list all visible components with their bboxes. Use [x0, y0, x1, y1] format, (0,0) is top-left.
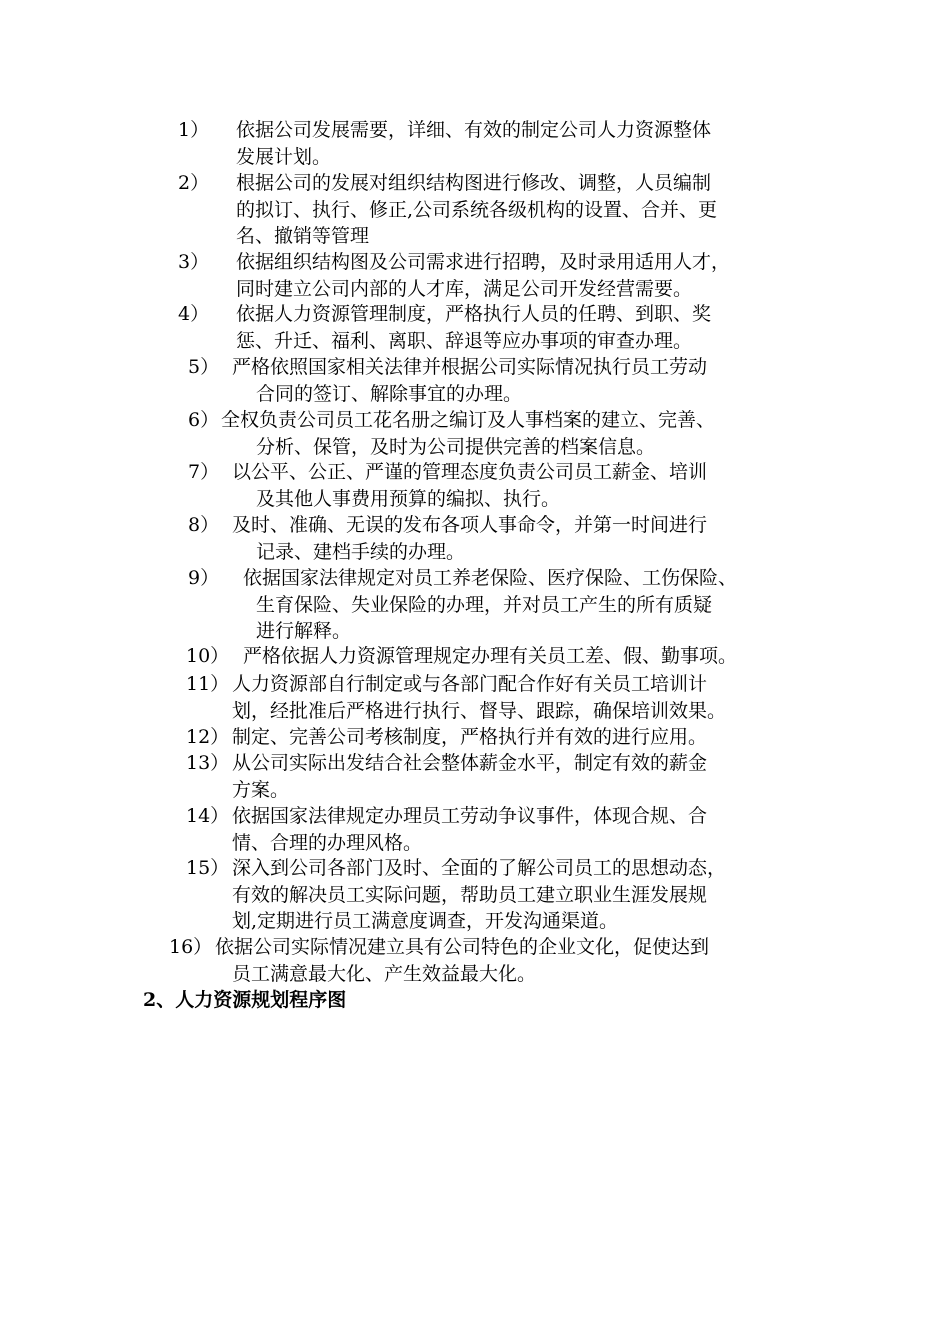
list-item-line: 同时建立公司内部的人才库，满足公司开发经营需要。	[236, 277, 693, 300]
list-item-line: 依据国家法律规定办理员工劳动争议事件，体现合规、合	[232, 805, 708, 827]
list-item-line: 进行解释。	[256, 620, 352, 642]
list-item-line: 合同的签订、解除事宜的办理。	[256, 382, 523, 405]
list-item-number: 11）	[186, 673, 230, 695]
list-item-number: 4）	[178, 303, 210, 325]
list-item-line: 依据人力资源管理制度，严格执行人员的任聘、到职、奖	[236, 303, 712, 325]
list-item-line: 依据公司发展需要，详细、有效的制定公司人力资源整体	[236, 119, 712, 141]
list-item-line: 员工满意最大化、产生效益最大化。	[232, 962, 537, 985]
list-item-number: 3）	[178, 251, 210, 273]
list-item-line: 及时、准确、无误的发布各项人事命令，并第一时间进行	[232, 514, 708, 536]
list-item-number: 12）	[186, 726, 230, 748]
section-heading: 2、人力资源规划程序图	[143, 989, 347, 1011]
list-item-number: 7）	[188, 461, 220, 483]
list-item-line: 深入到公司各部门及时、全面的了解公司员工的思想动态，	[232, 857, 727, 879]
list-item-number: 6）	[188, 409, 220, 431]
list-item-number: 14）	[186, 805, 230, 827]
list-item-line: 名、撤销等管理	[236, 225, 370, 247]
list-item-number: 15）	[186, 857, 230, 879]
list-item-line: 人力资源部自行制定或与各部门配合作好有关员工培训计	[232, 673, 708, 695]
list-item-line: 依据组织结构图及公司需求进行招聘，及时录用适用人才，	[236, 251, 731, 273]
list-item-line: 划,定期进行员工满意度调查，开发沟通渠道。	[232, 910, 619, 932]
list-item-line: 严格依照国家相关法律并根据公司实际情况执行员工劳动	[232, 356, 708, 378]
list-item-line: 有效的解决员工实际问题，帮助员工建立职业生涯发展规	[232, 883, 708, 906]
list-item-number: 8）	[188, 514, 220, 536]
list-item-line: 分析、保管，及时为公司提供完善的档案信息。	[256, 435, 656, 458]
list-item-number: 16）	[169, 936, 213, 958]
list-item-line: 依据公司实际情况建立具有公司特色的企业文化，促使达到	[215, 936, 710, 958]
list-item-line: 从公司实际出发结合社会整体薪金水平，制定有效的薪金	[232, 752, 708, 774]
list-item-line: 记录、建档手续的办理。	[256, 540, 466, 563]
list-item-line: 全权负责公司员工花名册之编订及人事档案的建立、完善、	[221, 409, 716, 431]
list-item-line: 及其他人事费用预算的编拟、执行。	[256, 487, 561, 510]
list-item-number: 9）	[188, 567, 220, 589]
list-item-line: 根据公司的发展对组织结构图进行修改、调整，人员编制	[236, 172, 712, 194]
list-item-line: 严格依据人力资源管理规定办理有关员工差、假、勤事项。	[243, 645, 738, 667]
list-item-number: 10）	[186, 645, 230, 667]
list-item-line: 发展计划。	[236, 145, 332, 168]
list-item-number: 5）	[188, 356, 220, 378]
list-item-number: 13）	[186, 752, 230, 774]
list-item-line: 情、合理的办理风格。	[232, 831, 423, 854]
list-item-line: 划，经批准后严格进行执行、督导、跟踪，确保培训效果。	[232, 699, 727, 722]
list-item-line: 以公平、公正、严谨的管理态度负责公司员工薪金、培训	[232, 461, 708, 483]
list-item-number: 1）	[178, 119, 210, 141]
list-item-line: 的拟订、执行、修正,公司系统各级机构的设置、合并、更	[236, 198, 718, 221]
list-item-line: 依据国家法律规定对员工养老保险、医疗保险、工伤保险、	[243, 567, 738, 589]
list-item-line: 惩、升迁、福利、离职、辞退等应办事项的审查办理。	[236, 329, 693, 352]
list-item-line: 方案。	[232, 778, 290, 801]
list-item-line: 制定、完善公司考核制度，严格执行并有效的进行应用。	[232, 726, 708, 748]
list-item-number: 2）	[178, 172, 210, 194]
list-item-line: 生育保险、失业保险的办理，并对员工产生的所有质疑	[256, 593, 713, 616]
